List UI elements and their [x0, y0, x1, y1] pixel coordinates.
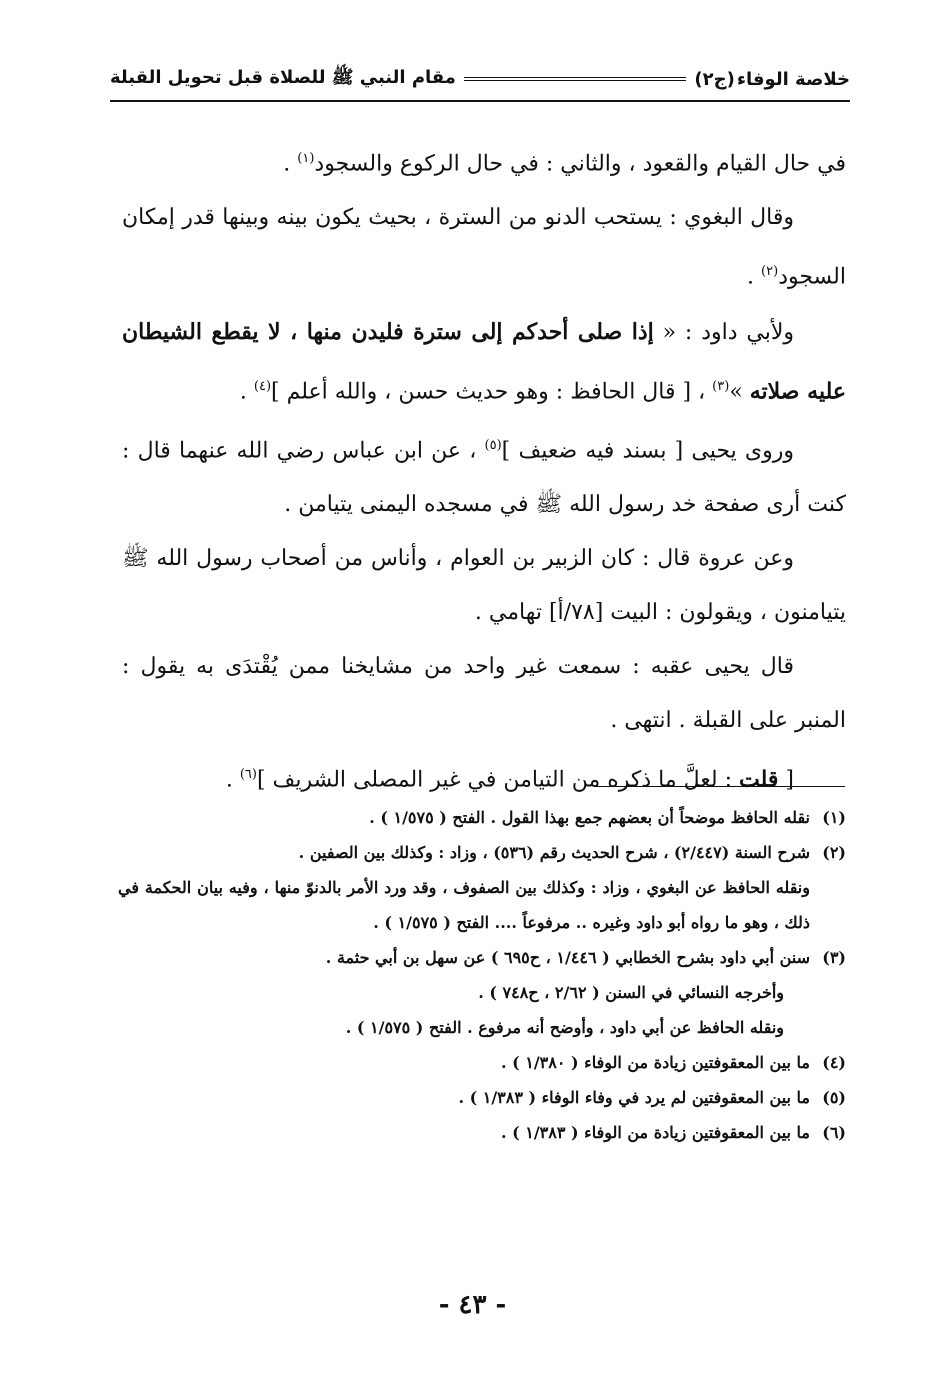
- qultu-label: قلت: [739, 766, 779, 793]
- footnote-text: وأخرجه النسائي في السنن ( ٢/٦٢ ، ح٧٤٨ ) .: [478, 983, 784, 1002]
- paragraph-7: [122, 748, 846, 807]
- paragraph-4-text-a: وروى يحيى [ بسند فيه ضعيف ]: [501, 438, 794, 464]
- footnote-item: [118, 835, 846, 870]
- header-volume: (ج٢): [694, 68, 735, 90]
- paragraph-4-text-b: ، عن ابن عباس رضي الله عنهما قال : كنت أرى صفحة خد رسول الله ﷺ في مسجده اليمنى يتيامن .: [122, 438, 846, 518]
- paragraph-3-tail: .: [239, 378, 254, 404]
- paragraph-6: [122, 640, 846, 748]
- paragraph-5-text: وعن عروة قال : كان الزبير بن العوام ، وأناس من أصحاب رسول الله ﷺ يتيامنون ، ويقولون : البيت [٧٨/أ] تهامي .: [122, 546, 846, 626]
- paragraph-7-text: : لعلَّ ما ذكره من التيامن في غير المصلى الشريف ]: [256, 767, 740, 793]
- footnote-continuation: [118, 975, 846, 1010]
- footnote-number: (١): [822, 808, 846, 827]
- footnote-text: ما بين المعقوفتين زيادة من الوفاء ( ١/٣٨٣ ) .: [500, 1123, 810, 1142]
- header-double-rule: [464, 77, 686, 81]
- footnote-separator: [595, 786, 845, 787]
- paragraph-5: [122, 532, 846, 640]
- footnote-number: (٥): [822, 1088, 846, 1107]
- running-header: [110, 62, 850, 96]
- header-book-title: خلاصة الوفاء: [736, 68, 850, 90]
- footnote-continuation: [118, 1010, 846, 1045]
- footnote-ref-6: (٦): [239, 767, 257, 783]
- paragraph-6-text: قال يحيى عقبه : سمعت غير واحد من مشايخنا ممن يُقْتدَى به يقول : المنبر على القبلة . انتهى .: [122, 654, 846, 734]
- paragraph-4: [122, 419, 846, 532]
- hadith-text: إذا صلى أحدكم إلى سترة فليدن منها ، لا يقطع الشيطان عليه صلاته: [122, 318, 846, 404]
- paragraph-2-tail: .: [747, 264, 762, 290]
- footnote-text: شرح السنة (٢/٤٤٧) ، شرح الحديث رقم (٥٣٦) ، وزاد : وكذلك بين الصفين .: [298, 843, 810, 862]
- footnote-number: (٤): [822, 1053, 846, 1072]
- footnote-text: ما بين المعقوفتين لم يرد في وفاء الوفاء ( ١/٣٨٣ ) .: [458, 1088, 810, 1107]
- footnote-item: [118, 940, 846, 975]
- paragraph-2: [122, 191, 846, 304]
- footnote-item: [118, 1115, 846, 1150]
- footnote-item: [118, 1080, 846, 1115]
- footnote-text: ونقله الحافظ عن أبي داود ، وأوضح أنه مرفوع . الفتح ( ١/٥٧٥ ) .: [345, 1018, 784, 1037]
- footnote-text: سنن أبي داود بشرح الخطابي ( ١/٤٤٦ ، ح٦٩٥ ) عن سهل بن أبي حثمة .: [325, 948, 810, 967]
- footnote-item: [118, 1045, 846, 1080]
- header-chapter-title: مقام النبي ﷺ للصلاة قبل تحويل القبلة: [110, 67, 456, 88]
- footnote-ref-2: (٢): [761, 264, 779, 280]
- footnotes: [118, 800, 846, 1150]
- footnote-text: ما بين المعقوفتين زيادة من الوفاء ( ١/٣٨٠ ) .: [500, 1053, 810, 1072]
- footnote-text: نقله الحافظ موضحاً أن بعضهم جمع بهذا القول . الفتح ( ١/٥٧٥ ) .: [369, 808, 810, 827]
- footnote-ref-3: (٣): [712, 378, 730, 394]
- quote-close: »: [729, 378, 750, 404]
- paragraph-3-lead: ولأبي داود : «: [653, 319, 795, 345]
- footnote-text: ونقله الحافظ عن البغوي ، وزاد : وكذلك بين الصفوف ، وقد ورد الأمر بالدنوّ منها ، وفيه بيان الحكمة في ذلك ، وهو ما رواه أبو داود وغيره .. مرفوعاً .... الفتح ( ١/٥٧٥ ) .: [118, 878, 810, 932]
- page-number: - ٤٣ -: [438, 1290, 507, 1320]
- footnote-number: (٦): [822, 1123, 846, 1142]
- paragraph-2-text: وقال البغوي : يستحب الدنو من السترة ، بحيث يكون بينه وبينها قدر إمكان السجود: [122, 205, 846, 290]
- main-text: [122, 132, 846, 808]
- paragraph-3-mid: ، [ قال الحافظ : وهو حديث حسن ، والله أعلم ]: [271, 378, 713, 404]
- paragraph-1-tail: .: [283, 151, 298, 177]
- footnote-ref-5: (٥): [484, 437, 502, 453]
- footnote-number: (٣): [822, 948, 846, 967]
- footnote-ref-1: (١): [297, 151, 315, 166]
- paragraph-3: [122, 305, 846, 419]
- footnote-ref-4: (٤): [253, 378, 272, 394]
- paragraph-7-tail: .: [225, 767, 240, 793]
- header-underline: [110, 100, 850, 102]
- paragraph-1-text: في حال القيام والقعود ، والثاني : في حال الركوع والسجود: [314, 151, 846, 177]
- footnote-number: (٢): [822, 843, 846, 862]
- footnote-continuation: [118, 870, 846, 940]
- footnote-item: [118, 800, 846, 835]
- paragraph-7-lead: [: [778, 767, 794, 793]
- paragraph-1: [122, 132, 846, 191]
